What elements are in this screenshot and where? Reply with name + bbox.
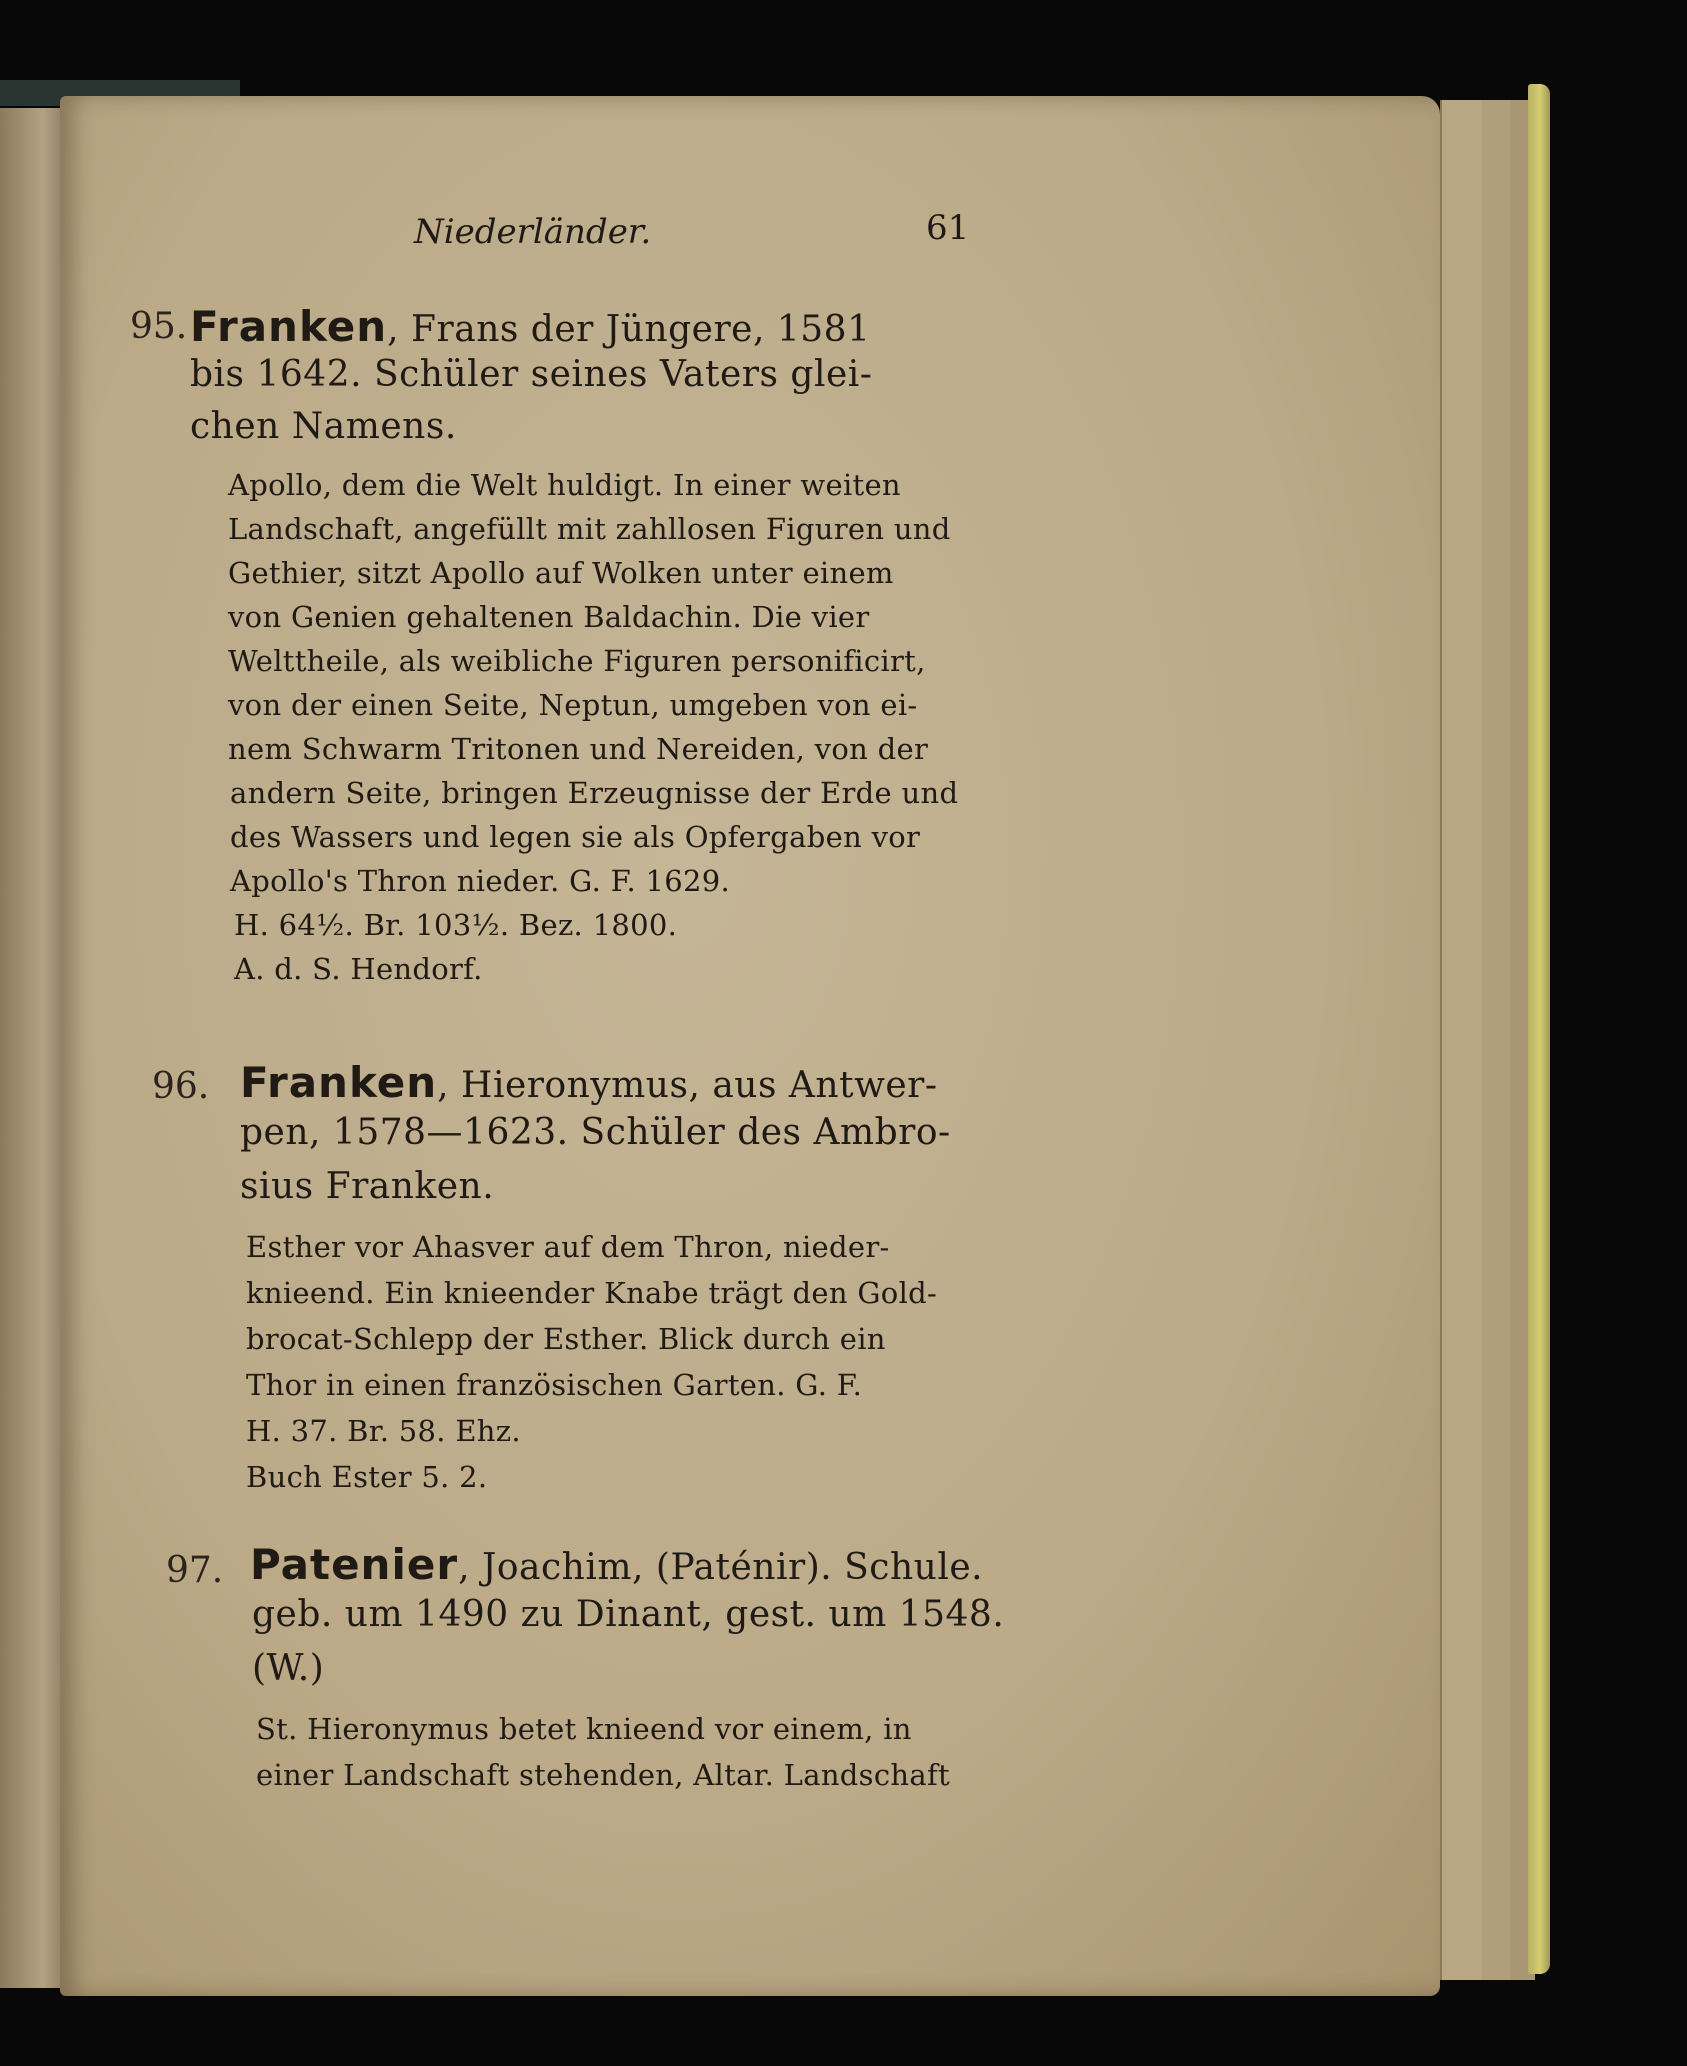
description-line: Gethier, sitzt Apollo auf Wolken unter einem	[228, 556, 894, 590]
description-line: von Genien gehaltenen Baldachin. Die vier	[228, 600, 870, 634]
description-line: andern Seite, bringen Erzeugnisse der Erde und	[230, 776, 959, 810]
description-line: Apollo's Thron nieder. G. F. 1629.	[230, 864, 731, 898]
book-page	[60, 96, 1440, 1996]
description-line: St. Hieronymus betet knieend vor einem, in	[256, 1712, 912, 1746]
page-stack-edge	[1478, 100, 1510, 1980]
page-stack-edge	[1440, 100, 1482, 1980]
entry-number: 96.	[152, 1066, 210, 1107]
description-line: Thor in einen französischen Garten. G. F.	[246, 1368, 863, 1402]
yellow-page-edge	[1528, 84, 1550, 1974]
artist-name: Franken	[190, 302, 388, 351]
entry-line: (W.)	[252, 1648, 325, 1689]
entry-number: 97.	[166, 1550, 224, 1591]
description-line: brocat-Schlepp der Esther. Blick durch ein	[246, 1322, 886, 1356]
description-line: Apollo, dem die Welt huldigt. In einer weiten	[228, 468, 901, 502]
description-line: H. 64½. Br. 103½. Bez. 1800.	[234, 908, 678, 942]
entry-line: geb. um 1490 zu Dinant, gest. um 1548.	[252, 1594, 1005, 1635]
entry-line: chen Namens.	[190, 406, 457, 447]
description-line: einer Landschaft stehenden, Altar. Landschaft	[256, 1758, 950, 1792]
entry-line: bis 1642. Schüler seines Vaters glei-	[190, 354, 873, 395]
entry-heading	[190, 302, 870, 351]
entry-line: , Frans der Jüngere, 1581	[387, 309, 871, 350]
entry-heading	[250, 1540, 983, 1589]
entry-line: sius Franken.	[240, 1166, 495, 1207]
page-number: 61	[926, 208, 970, 248]
description-line: Buch Ester 5. 2.	[246, 1460, 488, 1494]
artist-name: Patenier	[250, 1540, 459, 1589]
description-line: des Wassers und legen sie als Opfergaben vor	[230, 820, 921, 854]
description-line: A. d. S. Hendorf.	[234, 952, 483, 986]
entry-heading	[240, 1058, 938, 1107]
description-line: von der einen Seite, Neptun, umgeben von ei-	[228, 688, 918, 722]
artist-name: Franken	[240, 1058, 438, 1107]
entry-line: , Joachim, (Paténir). Schule.	[458, 1547, 984, 1588]
running-header: Niederländer.	[414, 212, 652, 252]
description-line: Esther vor Ahasver auf dem Thron, nieder-	[246, 1230, 890, 1264]
entry-number: 95.	[130, 306, 188, 347]
entry-line: , Hieronymus, aus Antwer-	[437, 1065, 938, 1106]
description-line: Landschaft, angefüllt mit zahllosen Figuren und	[228, 512, 951, 546]
entry-line: pen, 1578—1623. Schüler des Ambro-	[240, 1112, 951, 1153]
description-line: knieend. Ein knieender Knabe trägt den Gold-	[246, 1276, 938, 1310]
description-line: nem Schwarm Tritonen und Nereiden, von der	[228, 732, 929, 766]
description-line: H. 37. Br. 58. Ehz.	[246, 1414, 521, 1448]
description-line: Welttheile, als weibliche Figuren personificirt,	[228, 644, 926, 678]
